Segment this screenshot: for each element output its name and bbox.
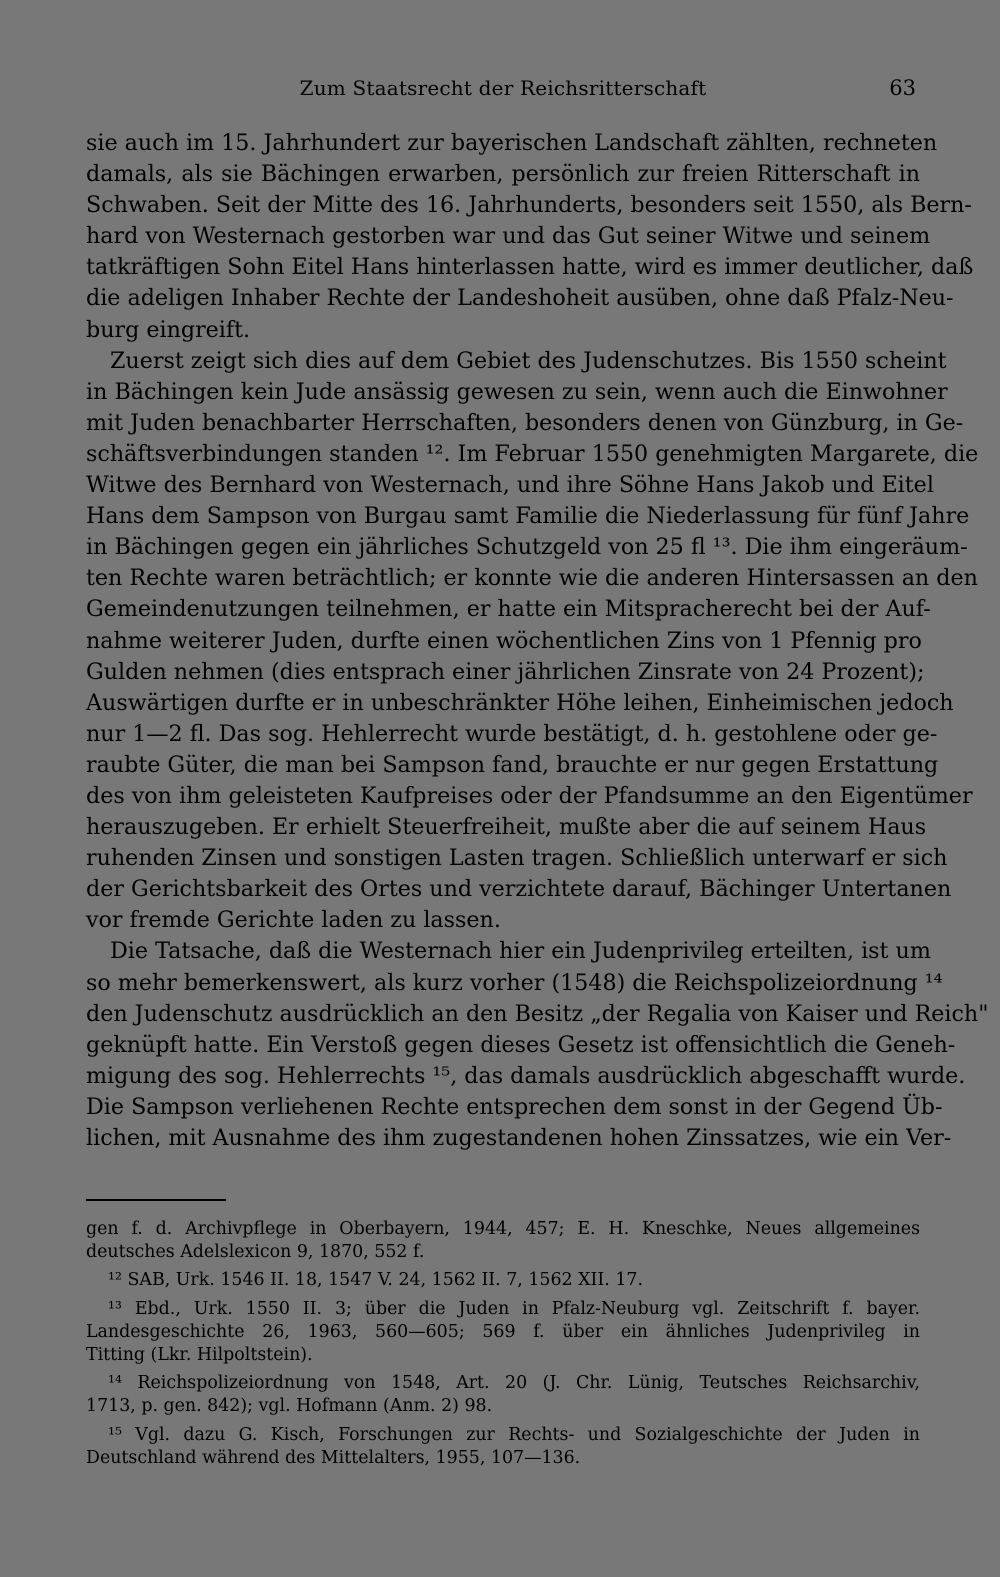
text-line: nahme weiterer Juden, durfte einen wöchentlichen Zins von 1 Pfennig pro bbox=[86, 627, 922, 654]
running-header bbox=[86, 76, 920, 106]
text-line: so mehr bemerkenswert, als kurz vorher (1548) die Reichspolizeiordnung ¹⁴ bbox=[86, 969, 943, 996]
footnote-line: gen f. d. Archivpflege in Oberbayern, 1944, 457; E. H. Kneschke, Neues allgemeines bbox=[86, 1219, 920, 1239]
text-line: damals, als sie Bächingen erwarben, persönlich zur freien Ritterschaft in bbox=[86, 161, 920, 188]
text-line: der Gerichtsbarkeit des Ortes und verzichtete darauf, Bächinger Untertanen bbox=[86, 876, 952, 903]
text-line: Die Sampson verliehenen Rechte entsprechen dem sonst in der Gegend Üb- bbox=[86, 1093, 943, 1120]
running-title: Zum Staatsrecht der Reichsritterschaft bbox=[299, 76, 707, 100]
text-line: Witwe des Bernhard von Westernach, und ihre Söhne Hans Jakob und Eitel bbox=[86, 472, 934, 499]
text-line: Hans dem Sampson von Burgau samt Familie die Niederlassung für fünf Jahre bbox=[86, 503, 970, 530]
text-line: Zuerst zeigt sich dies auf dem Gebiet des Judenschutzes. Bis 1550 scheint bbox=[110, 347, 947, 374]
footnote-line: deutsches Adelslexicon 9, 1870, 552 f. bbox=[86, 1242, 425, 1263]
text-line: ten Rechte waren beträchtlich; er konnte wie die anderen Hintersassen an den bbox=[86, 565, 978, 592]
text-line: vor fremde Gerichte laden zu lassen. bbox=[86, 907, 501, 934]
text-line: Die Tatsache, daß die Westernach hier ein Judenprivileg erteilten, ist um bbox=[110, 938, 931, 965]
footnote-line: ¹² SAB, Urk. 1546 II. 18, 1547 V. 24, 1562 II. 7, 1562 XII. 17. bbox=[108, 1270, 643, 1291]
page-number: 63 bbox=[889, 76, 916, 100]
footnote-line: ¹⁵ Vgl. dazu G. Kisch, Forschungen zur Rechts- und Sozialgeschichte der Juden in bbox=[108, 1424, 920, 1445]
footnote-separator bbox=[86, 1199, 226, 1201]
text-line: migung des sog. Hehlerrechts ¹⁵, das damals ausdrücklich abgeschafft wurde. bbox=[86, 1062, 966, 1089]
text-line: schäftsverbindungen standen ¹². Im Februar 1550 genehmigten Margarete, die bbox=[86, 440, 979, 467]
text-line: des von ihm geleisteten Kaufpreises oder der Pfandsumme an den Eigentümer bbox=[86, 782, 973, 809]
footnotes bbox=[86, 1218, 920, 1470]
text-line: sie auch im 15. Jahrhundert zur bayerischen Landschaft zählten, rechneten bbox=[86, 130, 938, 156]
text-line: Schwaben. Seit der Mitte des 16. Jahrhunderts, besonders seit 1550, als Bern- bbox=[86, 192, 972, 219]
text-line: Auswärtigen durfte er in unbeschränkter Höhe leihen, Einheimischen jedoch bbox=[86, 689, 954, 716]
footnote-line: Titting (Lkr. Hilpoltstein). bbox=[86, 1344, 313, 1365]
text-line: geknüpft hatte. Ein Verstoß gegen dieses Gesetz ist offensichtlich die Geneh- bbox=[86, 1031, 956, 1058]
text-line: mit Juden benachbarter Herrschaften, besonders denen von Günzburg, in Ge- bbox=[86, 409, 964, 436]
footnote-line: Landesgeschichte 26, 1963, 560—605; 569 f. über ein ähnliches Judenprivileg in bbox=[86, 1321, 920, 1342]
text-line: nur 1—2 fl. Das sog. Hehlerrecht wurde bestätigt, d. h. gestohlene oder ge- bbox=[86, 720, 938, 747]
text-line: ruhenden Zinsen und sonstigen Lasten tragen. Schließlich unterwarf er sich bbox=[86, 845, 948, 872]
text-line: raubte Güter, die man bei Sampson fand, brauchte er nur gegen Erstattung bbox=[86, 751, 939, 778]
footnote-line: Deutschland während des Mittelalters, 1955, 107—136. bbox=[86, 1447, 581, 1468]
footnote-line: 1713, p. gen. 842); vgl. Hofmann (Anm. 2) 98. bbox=[86, 1396, 493, 1417]
text-line: burg eingreift. bbox=[86, 316, 251, 343]
footnote-line: ¹³ Ebd., Urk. 1550 II. 3; über die Juden in Pfalz-Neuburg vgl. Zeitschrift f. bayer. bbox=[108, 1298, 920, 1319]
text-line: in Bächingen kein Jude ansässig gewesen zu sein, wenn auch die Einwohner bbox=[86, 378, 948, 405]
text-line: herauszugeben. Er erhielt Steuerfreiheit, mußte aber die auf seinem Haus bbox=[86, 814, 927, 841]
text-line: in Bächingen gegen ein jährliches Schutzgeld von 25 fl ¹³. Die ihm eingeräum- bbox=[86, 534, 968, 561]
text-line: Gemeindenutzungen teilnehmen, er hatte ein Mitspracherecht bei der Auf- bbox=[86, 596, 931, 623]
text-line: hard von Westernach gestorben war und das Gut seiner Witwe und seinem bbox=[86, 223, 931, 250]
text-line: die adeligen Inhaber Rechte der Landeshoheit ausüben, ohne daß Pfalz-Neu- bbox=[86, 285, 954, 312]
text-line: lichen, mit Ausnahme des ihm zugestandenen hohen Zinssatzes, wie ein Ver- bbox=[86, 1125, 952, 1151]
text-line: Gulden nehmen (dies entsprach einer jährlichen Zinsrate von 24 Prozent); bbox=[86, 658, 925, 685]
footnote-line: ¹⁴ Reichspolizeiordnung von 1548, Art. 20 (J. Chr. Lünig, Teutsches Reichsarchiv, bbox=[108, 1373, 920, 1394]
main-text bbox=[86, 128, 989, 1154]
text-line: den Judenschutz ausdrücklich an den Besitz „der Regalia von Kaiser und Reich" bbox=[86, 1000, 989, 1027]
text-line: tatkräftigen Sohn Eitel Hans hinterlassen hatte, wird es immer deutlicher, daß bbox=[86, 254, 974, 281]
